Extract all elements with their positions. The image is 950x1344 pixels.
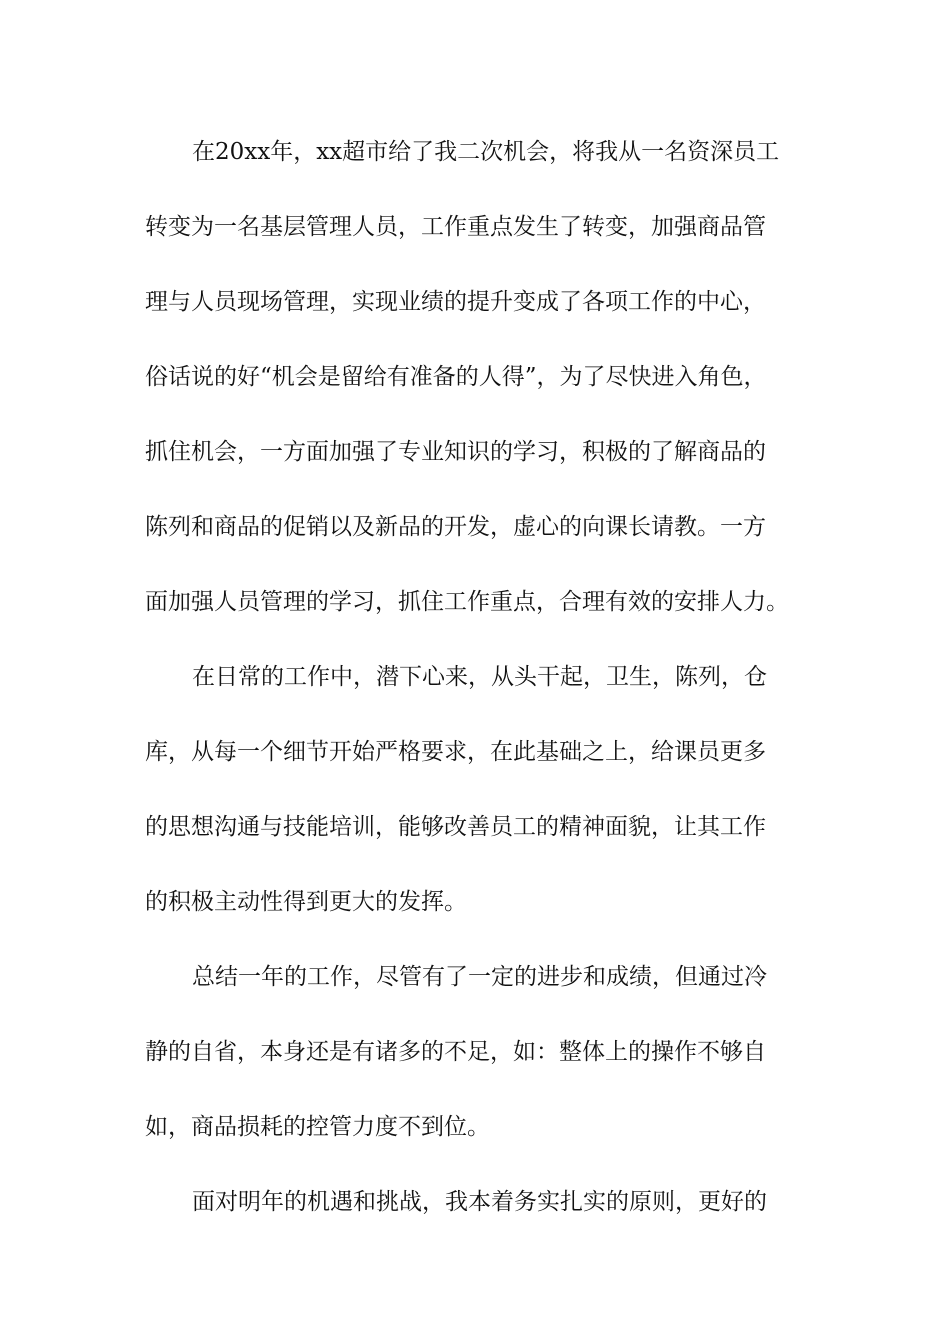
paragraph-line: 静的自省，本身还是有诸多的不足，如：整体上的操作不够自 — [145, 1039, 766, 1065]
paragraph-line: 俗话说的好“机会是留给有准备的人得”，为了尽快进入角色， — [145, 364, 767, 390]
paragraph-line: 理与人员现场管理，实现业绩的提升变成了各项工作的中心， — [145, 289, 766, 315]
paragraph-line: 总结一年的工作，尽管有了一定的进步和成绩，但通过冷 — [192, 964, 767, 990]
paragraph-line: 面对明年的机遇和挑战，我本着务实扎实的原则，更好的 — [192, 1189, 767, 1215]
paragraph-line: 的思想沟通与技能培训，能够改善员工的精神面貌，让其工作 — [145, 814, 766, 840]
paragraph-line: 如，商品损耗的控管力度不到位。 — [145, 1114, 490, 1140]
paragraph-line: 转变为一名基层管理人员，工作重点发生了转变，加强商品管 — [145, 214, 766, 240]
paragraph-line: 在日常的工作中，潜下心来，从头干起，卫生，陈列，仓 — [192, 664, 767, 690]
paragraph-line: 陈列和商品的促销以及新品的开发，虚心的向课长请教。一方 — [145, 514, 766, 540]
paragraph-line: 面加强人员管理的学习，抓住工作重点，合理有效的安排人力。 — [145, 589, 789, 615]
paragraph-line: 库，从每一个细节开始严格要求，在此基础之上，给课员更多 — [145, 739, 766, 765]
paragraph-line: 在20xx年，xx超市给了我二次机会，将我从一名资深员工 — [192, 139, 780, 165]
paragraph-line: 的积极主动性得到更大的发挥。 — [145, 889, 467, 915]
paragraph-line: 抓住机会，一方面加强了专业知识的学习，积极的了解商品的 — [145, 439, 766, 465]
body-text — [145, 126, 810, 1251]
